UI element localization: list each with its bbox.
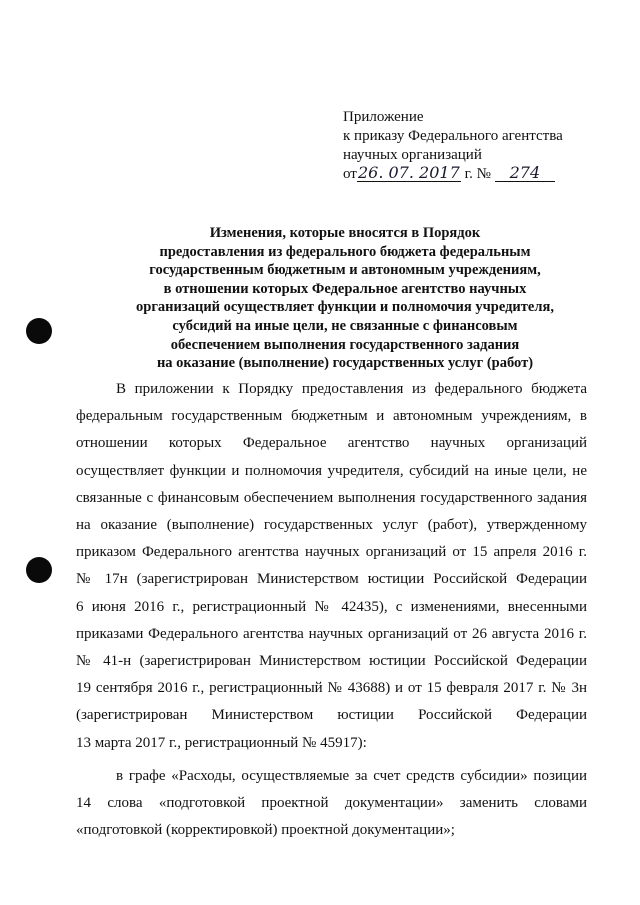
text-line: 13 марта 2017 г., регистрационный № 45917):	[76, 734, 367, 751]
punch-hole-bottom	[26, 557, 52, 583]
punch-hole-top	[26, 318, 52, 344]
text-line: осуществляет функции и полномочия учредителя, субсидий на иные цели, не	[76, 462, 587, 479]
text-line: в графе «Расходы, осуществляемые за счет средств субсидии» позиции	[116, 767, 587, 784]
document-body	[76, 376, 587, 844]
text-line: 6 июня 2016 г., регистрационный № 42435), с изменениями, внесенными	[76, 598, 587, 615]
text-line: 19 сентября 2016 г., регистрационный № 43688) и от 15 февраля 2017 г. № 3н	[76, 680, 587, 697]
paragraph-2	[76, 763, 587, 845]
title-line: обеспечением выполнения государственного задания	[170, 336, 520, 353]
text-line: федеральным государственным бюджетным и автономным учреждениям, в	[76, 408, 587, 425]
annex-date-number	[343, 165, 563, 184]
annex-header	[343, 108, 563, 184]
handwritten-number: 274	[495, 165, 555, 182]
text-line: приказами Федерального агентства научных организаций от 26 августа 2016 г.	[76, 625, 587, 642]
date-prefix: от	[343, 166, 357, 182]
document-title	[100, 224, 590, 373]
annex-agency: научных организаций	[343, 147, 482, 163]
text-line: (зарегистрирован Министерством юстиции Российской Федерации	[76, 707, 587, 724]
title-line: субсидий на иные цели, не связанные с финансовым	[172, 317, 518, 334]
title-line: государственным бюджетным и автономным учреждениям,	[149, 262, 541, 279]
title-line: организаций осуществляет функции и полномочия учредителя,	[136, 299, 554, 316]
text-line: № 41-н (зарегистрирован Министерством юстиции Российской Федерации	[76, 653, 587, 670]
text-line: 14 слова «подготовкой проектной документации» заменить словами	[76, 795, 587, 812]
text-line: приказом Федерального агентства научных организаций от 15 апреля 2016 г.	[76, 544, 587, 561]
text-line: № 17н (зарегистрирован Министерством юстиции Российской Федерации	[76, 571, 587, 588]
title-line: на оказание (выполнение) государственных услуг (работ)	[156, 355, 534, 372]
text-line: связанные с финансовым обеспечением выполнения государственного задания	[76, 489, 587, 506]
title-line: в отношении которых Федеральное агентство научных	[163, 280, 527, 297]
paragraph-1	[76, 376, 587, 757]
annex-order-ref: к приказу Федерального агентства	[343, 128, 563, 144]
text-line: В приложении к Порядку предоставления из федерального бюджета	[116, 381, 587, 397]
handwritten-date: 26. 07. 2017	[357, 163, 460, 182]
number-prefix: г. №	[464, 166, 491, 182]
text-line: на оказание (выполнение) государственных услуг (работ), утвержденному	[76, 517, 587, 534]
annex-title: Приложение	[343, 109, 424, 125]
text-line: отношении которых Федеральное агентство научных организаций	[76, 435, 587, 452]
title-line: Изменения, которые вносятся в Порядок	[209, 225, 481, 241]
text-line: «подготовкой (корректировкой) проектной документации»;	[76, 822, 455, 839]
title-line: предоставления из федерального бюджета федеральным	[159, 243, 531, 260]
